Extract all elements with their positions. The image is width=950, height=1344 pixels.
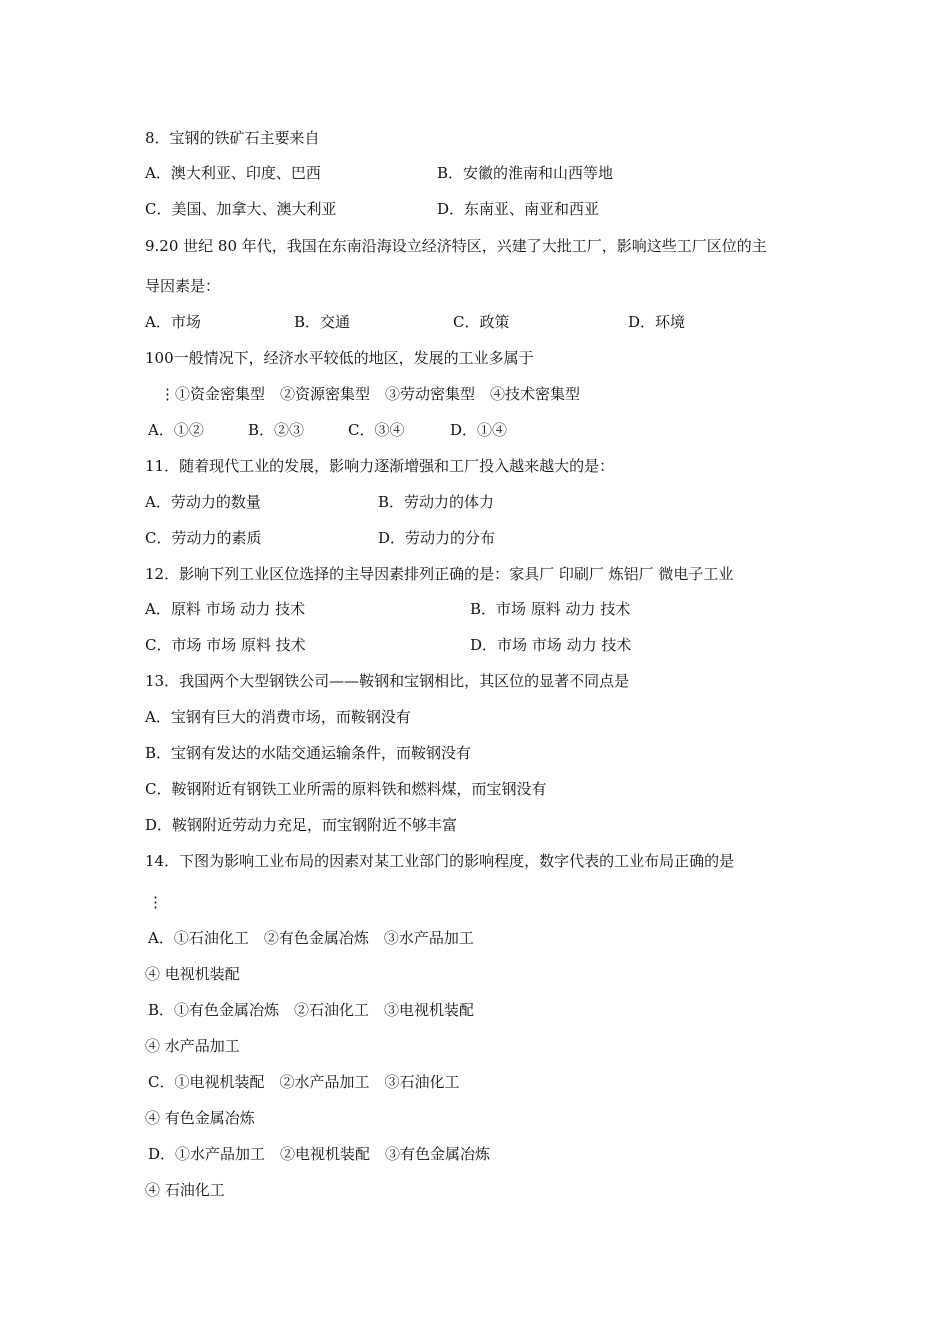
q11-option-b: B．劳动力的体力 (378, 493, 495, 511)
q14-option-a-line1: A．①石油化工 ②有色金属冶炼 ③水产品加工 (148, 929, 474, 947)
q14-option-d-line1: D．①水产品加工 ②电视机装配 ③有色金属冶炼 (148, 1145, 491, 1163)
q11-option-d: D．劳动力的分布 (378, 529, 496, 547)
q10-option-c: C．③④ (348, 421, 405, 439)
q10-stem: 100一般情况下，经济水平较低的地区，发展的工业多属于 (145, 349, 534, 367)
q9-option-c: C．政策 (453, 313, 510, 331)
q12-option-a: A．原料 市场 动力 技术 (145, 600, 306, 618)
q12-option-c: C．市场 市场 原料 技术 (145, 636, 306, 654)
q10-option-b: B．②③ (248, 421, 305, 439)
q13-option-c: C．鞍钢附近有钢铁工业所需的原料铁和燃料煤，而宝钢没有 (145, 780, 547, 798)
q8-stem: 8．宝钢的铁矿石主要来自 (145, 129, 320, 147)
q14-option-d-line2: ④ 石油化工 (145, 1181, 225, 1199)
q11-stem: 11．随着现代工业的发展，影响力逐渐增强和工厂投入越来越大的是： (145, 457, 615, 475)
q8-option-b: B．安徽的淮南和山西等地 (437, 164, 614, 182)
q9-option-a: A．市场 (145, 313, 201, 331)
q14-mark: ⋮ (148, 893, 163, 911)
q12-option-b: B．市场 原料 动力 技术 (470, 600, 631, 618)
q9-stem-line1: 9.20 世纪 80 年代，我国在东南沿海设立经济特区，兴建了大批工厂，影响这些工厂区位的主 (145, 237, 767, 255)
q13-stem: 13．我国两个大型钢铁公司——鞍钢和宝钢相比，其区位的显著不同点是 (145, 672, 630, 690)
q13-option-b: B．宝钢有发达的水陆交通运输条件，而鞍钢没有 (145, 744, 472, 762)
q14-option-a-line2: ④ 电视机装配 (145, 965, 240, 983)
q8-option-d: D．东南亚、南亚和西亚 (437, 200, 600, 218)
q8-option-c: C．美国、加拿大、澳大利亚 (145, 200, 337, 218)
q12-stem: 12．影响下列工业区位选择的主导因素排列正确的是：家具厂 印刷厂 炼铝厂 微电子工业 (145, 565, 734, 583)
q14-option-c-line1: C．①电视机装配 ②水产品加工 ③石油化工 (148, 1073, 460, 1091)
q14-option-c-line2: ④ 有色金属冶炼 (145, 1109, 255, 1127)
q8-option-a: A．澳大利亚、印度、巴西 (145, 164, 321, 182)
q13-option-a: A．宝钢有巨大的消费市场，而鞍钢没有 (145, 708, 411, 726)
q14-option-b-line1: B．①有色金属冶炼 ②石油化工 ③电视机装配 (148, 1001, 475, 1019)
q9-option-d: D．环境 (628, 313, 686, 331)
q12-option-d: D．市场 市场 动力 技术 (470, 636, 632, 654)
q14-stem: 14．下图为影响工业布局的因素对某工业部门的影响程度，数字代表的工业布局正确的是 (145, 852, 735, 870)
q10-option-d: D．①④ (450, 421, 508, 439)
q14-option-b-line2: ④ 水产品加工 (145, 1037, 240, 1055)
q10-items: ⋮①资金密集型 ②资源密集型 ③劳动密集型 ④技术密集型 (160, 385, 581, 403)
q9-stem-line2: 导因素是： (145, 277, 221, 295)
q11-option-a: A．劳动力的数量 (145, 493, 261, 511)
q10-option-a: A．①② (148, 421, 204, 439)
q9-option-b: B．交通 (294, 313, 351, 331)
q11-option-c: C．劳动力的素质 (145, 529, 262, 547)
q13-option-d: D．鞍钢附近劳动力充足，而宝钢附近不够丰富 (145, 816, 458, 834)
